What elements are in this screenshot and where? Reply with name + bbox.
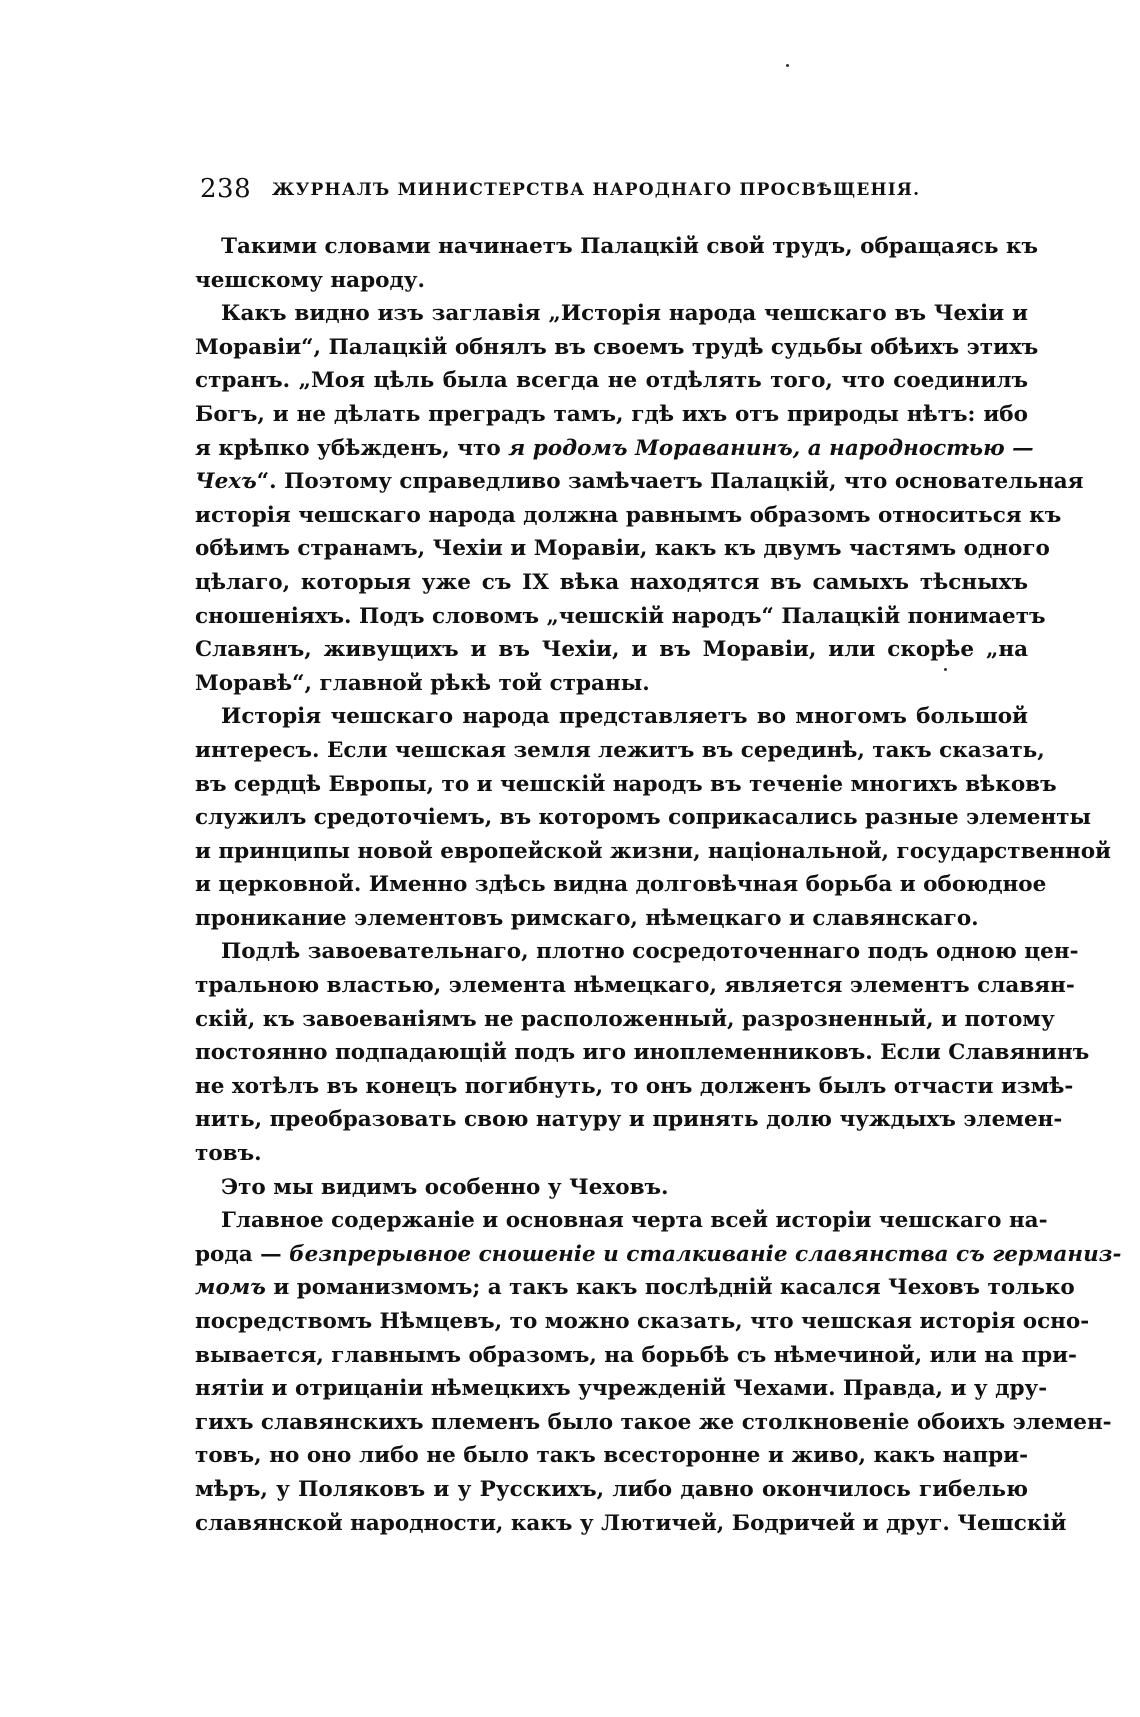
text-line: цѣлаго, которыя уже съ IX вѣка находятся въ самыхъ тѣсныхъ	[195, 569, 1028, 595]
text-line-with-italic	[195, 432, 1034, 466]
text-line: товъ.	[195, 1141, 262, 1167]
paragraph	[195, 935, 1090, 1170]
text-line: странъ. „Моя цѣль была всегда не отдѣлять того, что соединилъ	[195, 368, 1028, 394]
text-line: мѣръ, у Поляковъ и у Русскихъ, либо давно окончилось гибелью	[195, 1476, 1028, 1502]
text-line: Славянъ, живущихъ и въ Чехіи, и въ Моравіи, или скорѣе „на	[195, 637, 1028, 663]
text-line: Моравѣ“, главной рѣкѣ той страны.	[195, 670, 650, 696]
text-line: посредствомъ Нѣмцевъ, то можно сказать, что чешская исторія осно-	[195, 1309, 1090, 1334]
running-head: ЖУРНАЛЪ МИНИСТЕРСТВА НАРОДНАГО ПРОСВѢЩЕНІЯ.	[272, 180, 921, 200]
text-line-with-italic	[195, 465, 1084, 499]
text-line: Подлѣ завоевательнаго, плотно сосредоточеннаго подъ одною цен-	[221, 939, 1079, 965]
text-line: интересъ. Если чешская земля лежитъ въ серединѣ, такъ сказать,	[195, 737, 1045, 763]
text-line: и церковной. Именно здѣсь видна долговѣчная борьба и обоюдное	[195, 872, 1047, 898]
text-line: Исторія чешскаго народа представляетъ во многомъ большой	[221, 704, 1028, 730]
text-line: исторія чешскаго народа должна равнымъ образомъ относиться къ	[195, 502, 1062, 528]
italic-span: я родомъ Мораванинъ, а народностью —	[508, 435, 1034, 461]
paragraph	[195, 700, 1111, 935]
text-span: и романизмомъ; а такъ какъ послѣдній касался Чеховъ только	[265, 1275, 1075, 1301]
text-line: постоянно подпадающій подъ иго иноплеменниковъ. Если Славянинъ	[195, 1040, 1090, 1066]
text-line-with-italic	[195, 1271, 1075, 1305]
text-line: Богъ, и не дѣлать преградъ тамъ, гдѣ ихъ отъ природы нѣтъ: ибо	[195, 401, 1028, 427]
text-line: славянской народности, какъ у Лютичей, Бодричей и друг. Чешскій	[195, 1510, 1067, 1536]
italic-span: момъ	[195, 1275, 266, 1301]
text-line: скій, къ завоеваніямъ не расположенный, разрозненный, и потому	[195, 1006, 1055, 1032]
page-number: 238	[200, 174, 252, 204]
text-line: сношеніяхъ. Подъ словомъ „чешскій народъ“ Палацкій понимаетъ	[195, 603, 1046, 629]
text-line: нить, преобразовать свою натуру и принять долю чуждыхъ элемен-	[195, 1107, 1063, 1133]
text-line: вывается, главнымъ образомъ, на борьбѣ съ нѣмечиной, или на при-	[195, 1342, 1077, 1368]
text-line: чешскому народу.	[195, 267, 426, 293]
text-line: въ сердцѣ Европы, то и чешскій народъ въ теченіе многихъ вѣковъ	[195, 771, 1057, 797]
text-line: Моравіи“, Палацкій обнялъ въ своемъ трудѣ судьбы обѣихъ этихъ	[195, 334, 1039, 360]
text-span: я крѣпко убѣжденъ, что	[195, 435, 509, 461]
text-span: “. Поэтому справедливо замѣчаетъ Палацкій, что основательная	[256, 469, 1084, 495]
paragraph	[195, 1171, 1028, 1205]
text-line: обѣимъ странамъ, Чехіи и Моравіи, какъ къ двумъ частямъ одного	[195, 536, 1050, 562]
text-span: рода —	[195, 1241, 290, 1267]
page-header	[200, 170, 1030, 210]
paragraph	[195, 297, 1084, 700]
text-line: гихъ славянскихъ племенъ было такое же столкновеніе обоихъ элемен-	[195, 1409, 1112, 1435]
text-line: тральною властью, элемента нѣмецкаго, является элементъ славян-	[195, 973, 1075, 999]
text-line: и принципы новой европейской жизни, національной, государственной	[195, 838, 1111, 864]
text-line-with-italic	[195, 1238, 1122, 1272]
text-line: не хотѣлъ въ конецъ погибнуть, то онъ долженъ былъ отчасти измѣ-	[195, 1073, 1074, 1099]
text-line: Главное содержаніе и основная черта всей исторіи чешскаго на-	[221, 1208, 1048, 1234]
text-line: служилъ средоточіемъ, въ которомъ соприкасались разные элементы	[195, 805, 1092, 831]
text-line: проникание элементовъ римскаго, нѣмецкаго и славянскаго.	[195, 905, 979, 931]
text-line: товъ, но оно либо не было такъ всесторонне и живо, какъ напри-	[195, 1443, 1028, 1469]
paragraph	[195, 1204, 1122, 1540]
paragraph	[195, 230, 1039, 297]
text-line: Такими словами начинаетъ Палацкій свой трудъ, обращаясь къ	[221, 234, 1039, 259]
text-line: нятіи и отрицаніи нѣмецкихъ учрежденій Чехами. Правда, и у дру-	[195, 1376, 1048, 1402]
text-line: Это мы видимъ особенно у Чеховъ.	[221, 1174, 669, 1200]
ink-speck	[786, 64, 789, 67]
italic-span: безпрерывное сношеніе и сталкиваніе славянства съ германиз-	[289, 1241, 1122, 1267]
italic-span: Чехъ	[195, 469, 257, 495]
text-line: Какъ видно изъ заглавія „Исторія народа чешскаго въ Чехіи и	[221, 301, 1028, 327]
body-text	[195, 230, 1122, 1540]
